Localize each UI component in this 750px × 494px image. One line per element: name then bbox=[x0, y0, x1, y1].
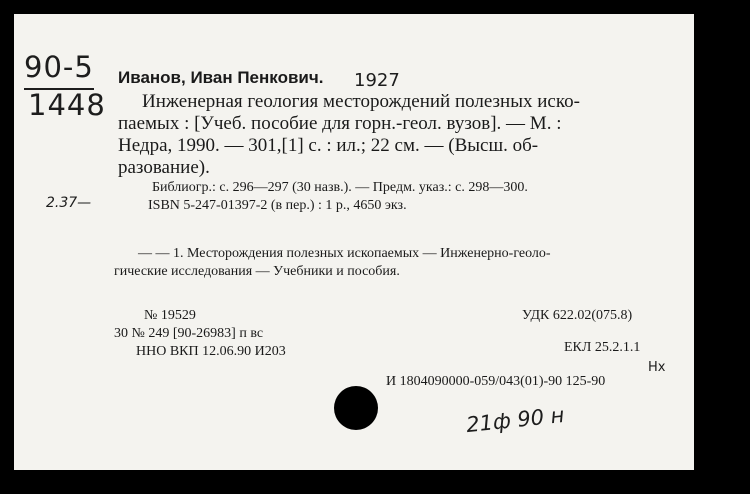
bibliography-note: Библиогр.: с. 296—297 (30 назв.). — Предм. указ.: с. 298—300. bbox=[152, 180, 528, 195]
title-line-3: Недра, 1990. — 301,[1] с. : ил.; 22 см. — (Высш. об- bbox=[118, 135, 539, 156]
udk-code: УДК 622.02(075.8) bbox=[522, 308, 633, 323]
title-line-1: Инженерная геология месторождений полезных иско- bbox=[142, 91, 580, 112]
subject-line-1: — — 1. Месторождения полезных ископаемых — Инженерно-геоло- bbox=[138, 246, 551, 261]
subject-line-2: гические исследования — Учебники и пособия. bbox=[114, 264, 400, 279]
ekl-code: ЕКЛ 25.2.1.1 bbox=[564, 340, 641, 355]
title-line-2: паемых : [Учеб. пособие для горн.-геол. вузов]. — М. : bbox=[118, 113, 562, 134]
index-line: И 1804090000-059/043(01)-90 125-90 bbox=[386, 374, 606, 389]
isbn-line: ISBN 5-247-01397-2 (в пер.) : 1 р., 4650 экз. bbox=[148, 198, 407, 213]
handwritten-margin-note: 2.37— bbox=[46, 195, 92, 211]
record-number: № 19529 bbox=[144, 308, 196, 323]
call-number-bottom: 1448 bbox=[28, 88, 106, 122]
order-line: 30 № 249 [90-26983] п вс bbox=[114, 326, 264, 341]
author-heading: Иванов, Иван Пенкович. bbox=[118, 68, 324, 87]
title-line-4: разование). bbox=[118, 157, 210, 178]
nno-line: ННО ВКП 12.06.90 И203 bbox=[136, 344, 286, 359]
handwritten-year: 1927 bbox=[354, 70, 400, 91]
punch-hole bbox=[334, 386, 378, 430]
catalog-card bbox=[14, 14, 694, 470]
handwritten-ekl-mark: Нх bbox=[648, 360, 666, 375]
handwritten-signature: 21ф 90 н bbox=[465, 402, 566, 438]
call-number-top: 90-5 bbox=[24, 50, 94, 84]
